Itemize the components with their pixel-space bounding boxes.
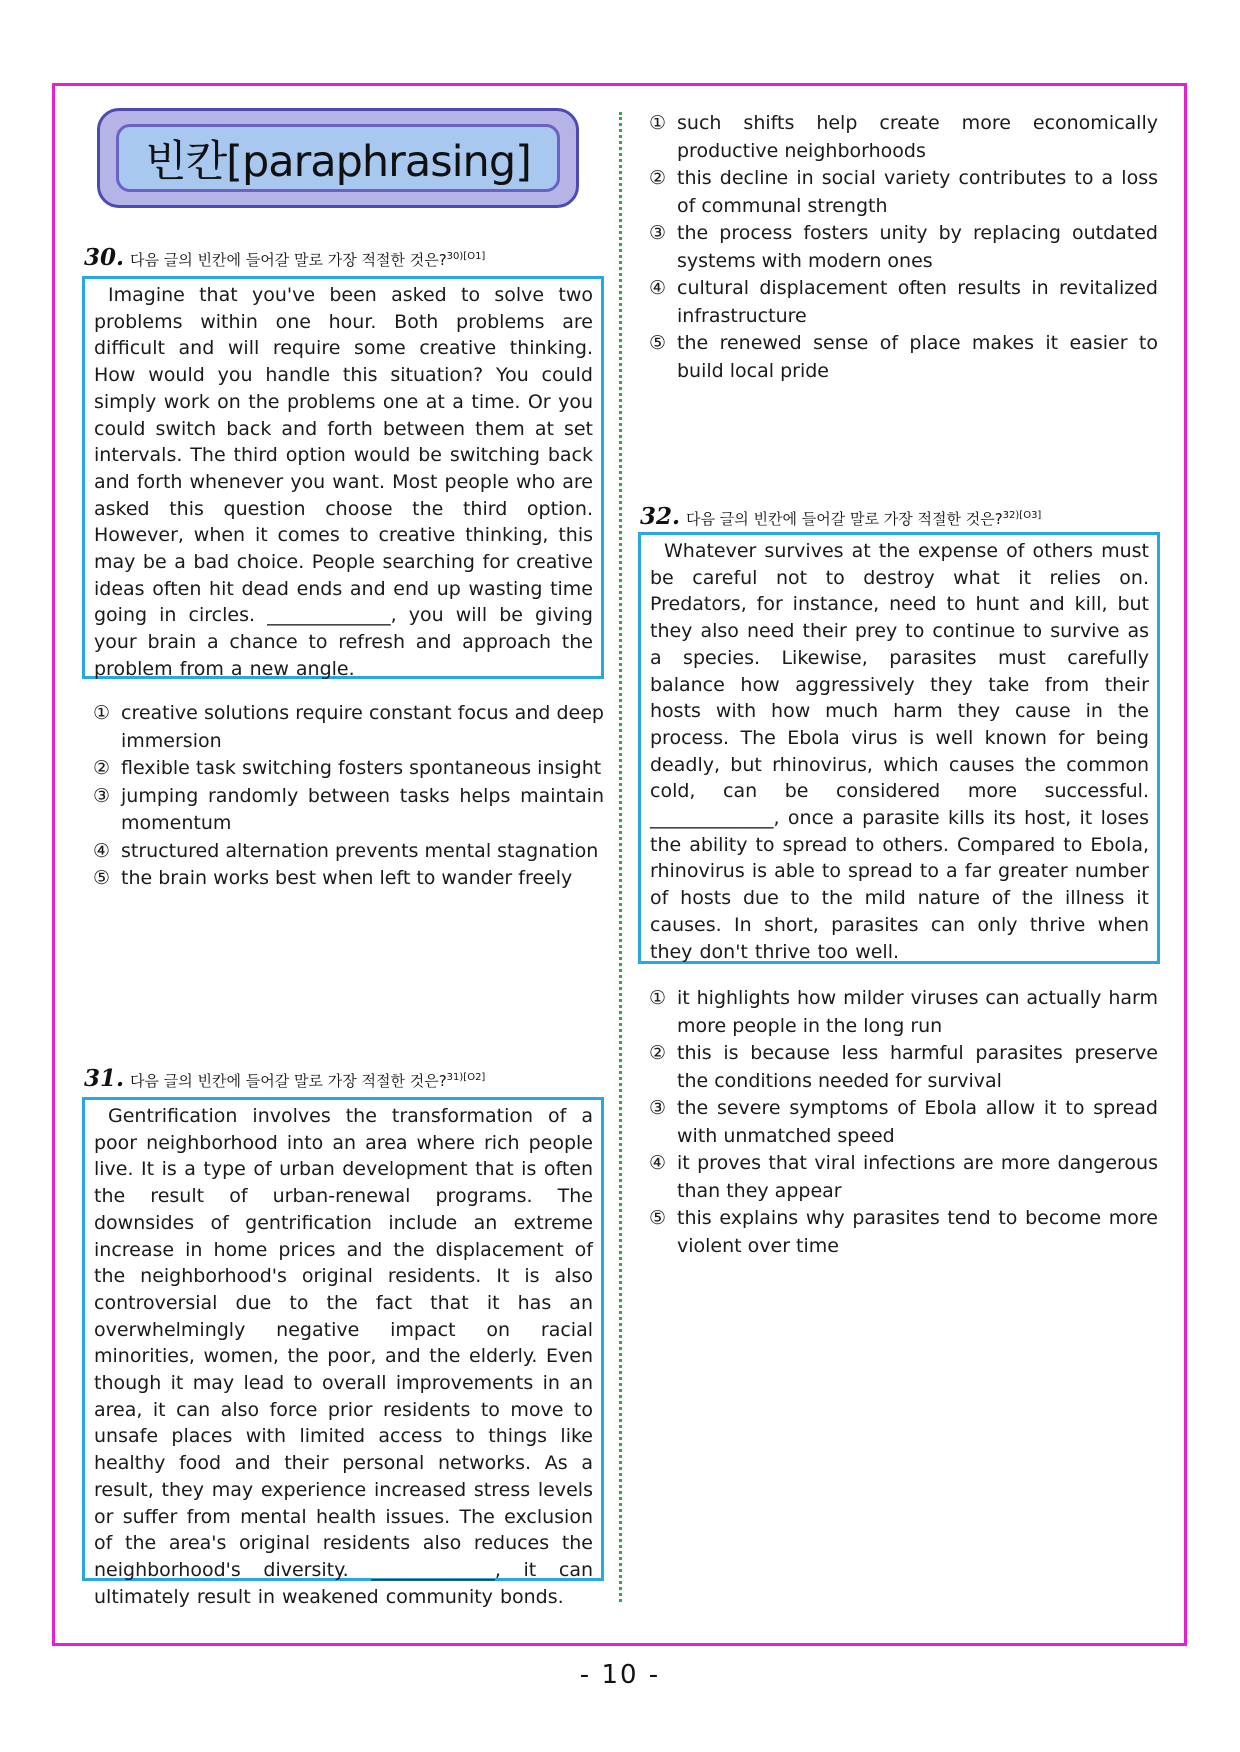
option[interactable] bbox=[93, 838, 604, 866]
passage-text: Whatever survives at the expense of others must be careful not to destroy what it relies on. Predators, for instance, need to hunt and kill, but they also need their prey to continue to survive as a species. Likewise, parasites must carefully balance how aggressively they take from their hosts with how much harm they cause in the process. The Ebola virus is well known for being deadly, but rhinovirus, which causes the common cold, can be considered more successful. _____________, once a parasite kills its host, it loses the ability to spread to others. Compared to Ebola, rhinovirus is able to spread to a far greater number of hosts due to the mild nature of the illness it causes. In short, parasites can only thrive when they don't thrive too well. bbox=[650, 540, 1149, 963]
question-ref: 32)[O3] bbox=[1002, 510, 1042, 521]
option-text: the severe symptoms of Ebola allow it to spread with unmatched speed bbox=[677, 1097, 1158, 1147]
option-text: this decline in social variety contributes to a loss of communal strength bbox=[677, 167, 1158, 217]
option-marker: ③ bbox=[649, 1097, 667, 1119]
option-marker: ④ bbox=[649, 1152, 667, 1174]
option-text: structured alternation prevents mental stagnation bbox=[121, 839, 599, 862]
option[interactable] bbox=[93, 755, 604, 783]
question-ref: 31)[O2] bbox=[446, 1072, 486, 1083]
option[interactable] bbox=[649, 1150, 1158, 1205]
option[interactable] bbox=[649, 330, 1158, 385]
option[interactable] bbox=[93, 700, 604, 755]
option-marker: ② bbox=[649, 167, 667, 189]
section-title-banner bbox=[97, 108, 579, 208]
option[interactable] bbox=[649, 275, 1158, 330]
option-text: cultural displacement often results in revitalized infrastructure bbox=[677, 277, 1158, 327]
passage-text: Gentrification involves the transformation of a poor neighborhood into an area where rich people live. It is a type of urban development that is often the result of urban-renewal programs. The downsides of gentrification include an extreme increase in home prices and the displacement of the neighborhood's original residents. It is also controversial due to the fact that it has an overwhelmingly negative impact on racial minorities, women, the poor, and the elderly. Even though it may lead to overall improvements in an area, it can also force prior residents to move to unsafe places with limited access to things like healthy food and their personal networks. As a result, they may experience increased stress levels or suffer from mental health issues. The exclusion of the area's original residents also reduces the neighborhood's diversity. _____________, it can ultimately result in weakened community bonds. bbox=[94, 1105, 593, 1608]
option[interactable] bbox=[649, 1205, 1158, 1260]
question-31-header bbox=[84, 1065, 485, 1092]
option-text: creative solutions require constant focus and deep immersion bbox=[121, 702, 604, 752]
option-text: the brain works best when left to wander freely bbox=[121, 867, 573, 889]
question-32-header bbox=[640, 503, 1041, 530]
option[interactable] bbox=[649, 1095, 1158, 1150]
question-ref: 30)[O1] bbox=[446, 251, 486, 262]
option-marker: ③ bbox=[93, 784, 111, 807]
question-number: 31. bbox=[84, 1065, 125, 1092]
column-divider bbox=[619, 112, 622, 1602]
question-30-passage-box bbox=[82, 276, 604, 679]
option[interactable] bbox=[649, 985, 1158, 1040]
option-marker: ① bbox=[93, 702, 111, 724]
option[interactable] bbox=[93, 783, 604, 838]
option-text: it highlights how milder viruses can actually harm more people in the long run bbox=[677, 987, 1158, 1037]
question-32-passage-box bbox=[638, 532, 1160, 964]
option-text: it proves that viral infections are more dangerous than they appear bbox=[677, 1152, 1158, 1202]
option-text: flexible task switching fosters spontaneous insight bbox=[121, 757, 602, 779]
option-marker: ② bbox=[649, 1042, 667, 1064]
option-marker: ④ bbox=[93, 839, 111, 862]
passage-text: Imagine that you've been asked to solve two problems within one hour. Both problems are difficult and will require some creative thinking. How would you handle this situation? You could simply work on the problems one at a time. Or you could switch back and forth between them at set intervals. The third option would be switching back and forth whenever you want. Most people who are asked this question choose the third option. However, when it comes to creative thinking, this may be a bad choice. People searching for creative ideas often hit dead ends and end up wasting time going in circles. _____________, you will be giving your brain a chance to refresh and approach the problem from a new angle. bbox=[94, 284, 593, 680]
option-text: this is because less harmful parasites preserve the conditions needed for survival bbox=[677, 1042, 1158, 1092]
option[interactable] bbox=[649, 220, 1158, 275]
option-marker: ③ bbox=[649, 222, 667, 244]
question-31-passage-box bbox=[82, 1097, 604, 1608]
option[interactable] bbox=[649, 165, 1158, 220]
question-prompt: 다음 글의 빈칸에 들어갈 말로 가장 적절한 것은? bbox=[130, 1072, 447, 1090]
option-marker: ⑤ bbox=[649, 1207, 667, 1229]
question-32-options bbox=[649, 985, 1158, 1260]
option-text: the process fosters unity by replacing outdated systems with modern ones bbox=[677, 222, 1158, 272]
option-text: the renewed sense of place makes it easier to build local pride bbox=[677, 332, 1158, 382]
question-number: 32. bbox=[640, 503, 681, 530]
section-title: 빈칸[paraphrasing] bbox=[116, 124, 560, 192]
option-marker: ④ bbox=[649, 277, 667, 299]
option-text: jumping randomly between tasks helps maintain momentum bbox=[121, 784, 604, 834]
option[interactable] bbox=[649, 1040, 1158, 1095]
option-marker: ② bbox=[93, 757, 111, 779]
option-marker: ① bbox=[649, 987, 667, 1009]
option-marker: ① bbox=[649, 112, 667, 134]
question-31-options bbox=[649, 110, 1158, 385]
question-prompt: 다음 글의 빈칸에 들어갈 말로 가장 적절한 것은? bbox=[686, 510, 1003, 528]
option[interactable] bbox=[649, 110, 1158, 165]
question-prompt: 다음 글의 빈칸에 들어갈 말로 가장 적절한 것은? bbox=[130, 251, 447, 269]
option-text: such shifts help create more economically productive neighborhoods bbox=[677, 112, 1158, 162]
option-marker: ⑤ bbox=[93, 867, 111, 889]
question-30-header bbox=[84, 244, 485, 271]
page-number: - 10 - bbox=[579, 1660, 661, 1690]
option-marker: ⑤ bbox=[649, 332, 667, 354]
question-30-options bbox=[93, 700, 604, 893]
option[interactable] bbox=[93, 865, 604, 893]
question-number: 30. bbox=[84, 244, 125, 271]
option-text: this explains why parasites tend to become more violent over time bbox=[677, 1207, 1158, 1257]
